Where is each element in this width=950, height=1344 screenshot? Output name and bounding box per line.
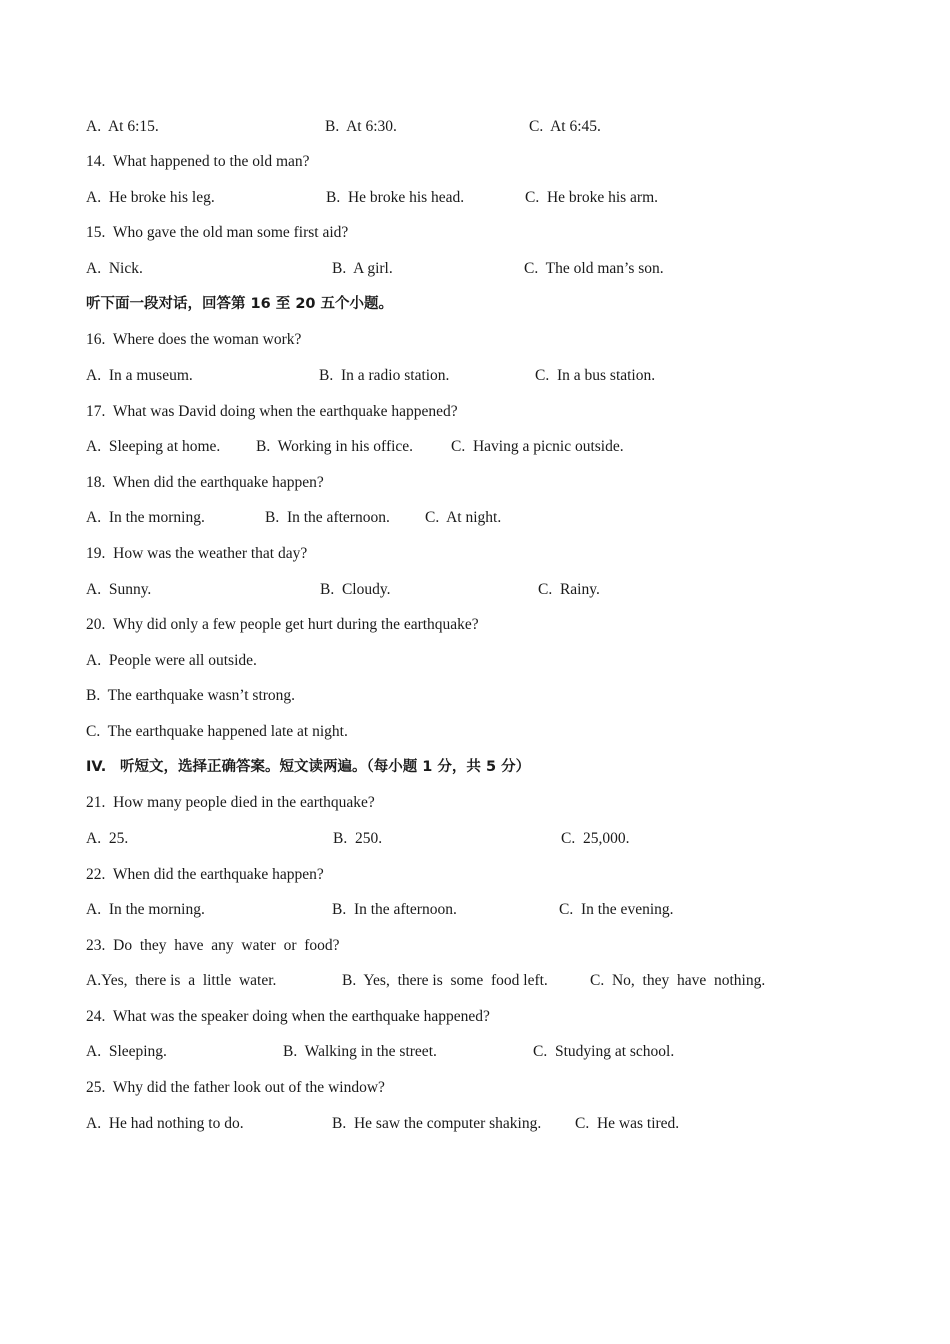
q23-option-c: C. No, they have nothing. [590,972,766,989]
q18-option-a: A. In the morning. [86,509,205,526]
q17-question: 17. What was David doing when the earthquake happened? [86,403,458,420]
q22-option-a: A. In the morning. [86,901,205,918]
q19-question: 19. How was the weather that day? [86,545,308,562]
q14-option-a: A. He broke his leg. [86,189,215,206]
q24-option-b: B. Walking in the street. [283,1043,437,1060]
q25-option-b: B. He saw the computer shaking. [332,1115,542,1132]
q18-question: 18. When did the earthquake happen? [86,474,324,491]
q20-option-c: C. The earthquake happened late at night. [86,723,348,740]
q25-option-a: A. He had nothing to do. [86,1115,244,1132]
q21-option-b: B. 250. [333,830,383,847]
q16-option-a: A. In a museum. [86,367,193,384]
q15-option-b: B. A girl. [332,260,393,277]
q24-option-c: C. Studying at school. [533,1043,675,1060]
q14-option-c: C. He broke his arm. [525,189,659,206]
q17-option-c: C. Having a picnic outside. [451,438,624,455]
q19-option-b: B. Cloudy. [320,581,391,598]
q18-option-c: C. At night. [425,509,502,526]
section-iv-number: IV. [86,759,107,775]
q15-question: 15. Who gave the old man some first aid? [86,224,349,241]
q19-option-c: C. Rainy. [538,581,600,598]
q21-option-a: A. 25. [86,830,129,847]
q22-question: 22. When did the earthquake happen? [86,866,324,883]
q14-option-b: B. He broke his head. [326,189,465,206]
q13-option-c: C. At 6:45. [529,118,601,135]
q15-option-a: A. Nick. [86,260,143,277]
q20-question: 20. Why did only a few people get hurt during the earthquake? [86,616,479,633]
q17-option-b: B. Working in his office. [256,438,414,455]
q16-question: 16. Where does the woman work? [86,331,302,348]
q19-option-a: A. Sunny. [86,581,152,598]
q20-option-b: B. The earthquake wasn’t strong. [86,687,296,704]
q22-option-c: C. In the evening. [559,901,674,918]
q24-question: 24. What was the speaker doing when the earthquake happened? [86,1008,490,1025]
q13-option-b: B. At 6:30. [325,118,397,135]
q23-question: 23. Do they have any water or food? [86,937,340,954]
q16-option-b: B. In a radio station. [319,367,450,384]
q23-option-b: B. Yes, there is some food left. [342,972,548,989]
q24-option-a: A. Sleeping. [86,1043,167,1060]
q25-option-c: C. He was tired. [575,1115,680,1132]
q17-option-a: A. Sleeping at home. [86,438,221,455]
q18-option-b: B. In the afternoon. [265,509,390,526]
q22-option-b: B. In the afternoon. [332,901,457,918]
q25-question: 25. Why did the father look out of the window? [86,1079,385,1096]
q21-question: 21. How many people died in the earthquake? [86,794,375,811]
q15-option-c: C. The old man’s son. [524,260,664,277]
q13-option-a: A. At 6:15. [86,118,159,135]
q16-option-c: C. In a bus station. [535,367,656,384]
section-iv-heading: 听短文，选择正确答案。短文读两遍。（每小题 1 分，共 5 分） [120,759,531,775]
q14-question: 14. What happened to the old man? [86,153,310,170]
q23-option-a: A.Yes, there is a little water. [86,972,277,989]
q20-option-a: A. People were all outside. [86,652,257,669]
q21-option-c: C. 25,000. [561,830,630,847]
section-dialogue-heading: 听下面一段对话，回答第 16 至 20 五个小题。 [86,296,394,312]
